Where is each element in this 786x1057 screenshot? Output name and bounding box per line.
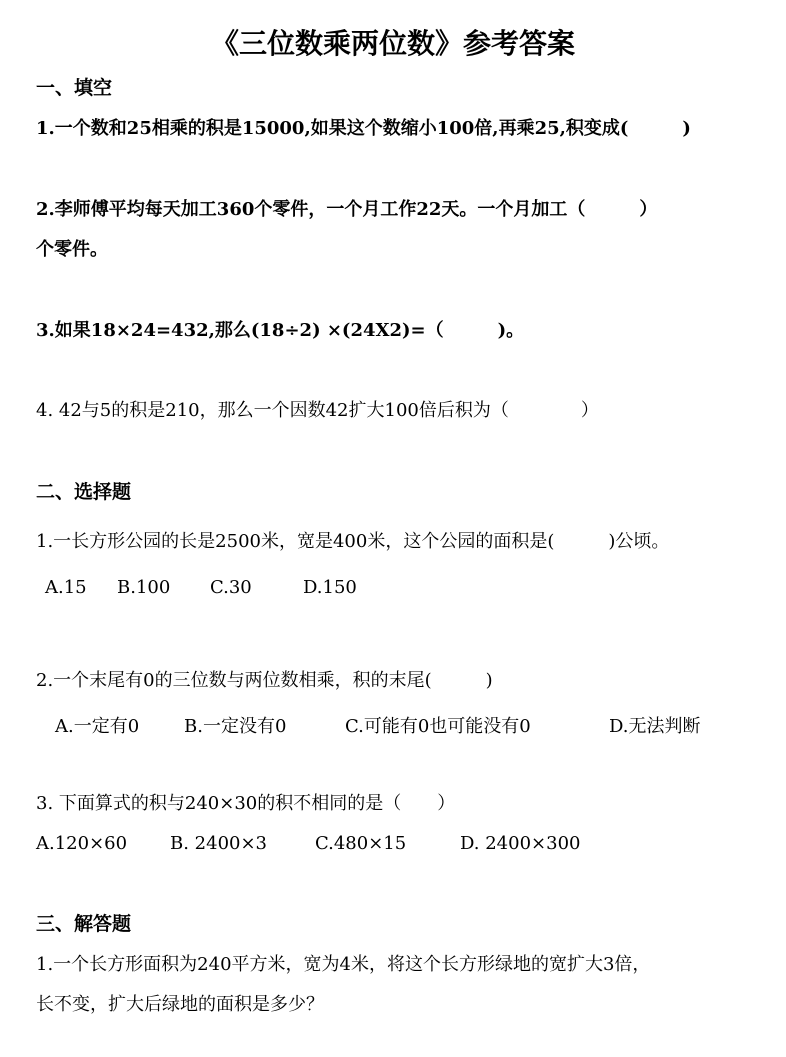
fill-question-2-line-2: 个零件。	[36, 239, 108, 260]
choice-question-1: 1.一长方形公园的长是2500米，宽是400米，这个公园的面积是( )公顷。	[36, 531, 670, 552]
section-heading-multiple-choice: 二、选择题	[36, 481, 132, 503]
choice-2-option-c: C.可能有0也可能没有0	[345, 716, 531, 737]
fill-question-1: 1.一个数和25相乘的积是15000,如果这个数缩小100倍,再乘25,积变成( )	[36, 118, 691, 139]
fill-question-3: 3.如果18×24=432,那么(18÷2) ×(24X2)=（ )。	[36, 320, 525, 341]
word-problem-1-line-1: 1.一个长方形面积为240平方米，宽为4米，将这个长方形绿地的宽扩大3倍，	[36, 954, 651, 975]
choice-2-option-a: A.一定有0	[55, 716, 140, 737]
choice-3-option-b: B. 2400×3	[170, 833, 268, 854]
choice-2-option-d: D.无法判断	[609, 716, 701, 737]
choice-3-option-c: C.480×15	[315, 833, 407, 854]
fill-question-4: 4. 42与5的积是210，那么一个因数42扩大100倍后积为（ ）	[36, 400, 599, 421]
section-heading-word-problems: 三、解答题	[36, 913, 132, 935]
choice-1-option-b: B.100	[117, 577, 171, 598]
choice-3-option-d: D. 2400×300	[460, 833, 581, 854]
section-heading-fill-in: 一、填空	[36, 77, 113, 99]
word-problem-1-line-2: 长不变，扩大后绿地的面积是多少？	[36, 994, 324, 1015]
choice-3-option-a: A.120×60	[36, 833, 128, 854]
choice-1-option-c: C.30	[210, 577, 252, 598]
choice-2-option-b: B.一定没有0	[184, 716, 287, 737]
choice-question-2: 2.一个末尾有0的三位数与两位数相乘，积的末尾( )	[36, 670, 493, 691]
fill-question-2-line-1: 2.李师傅平均每天加工360个零件，一个月工作22天。一个月加工（ ）	[36, 199, 658, 220]
choice-question-3: 3. 下面算式的积与240×30的积不相同的是（ ）	[36, 793, 456, 814]
choice-1-option-a: A.15	[45, 577, 87, 598]
page-title: 《三位数乘两位数》参考答案	[210, 27, 575, 60]
choice-1-option-d: D.150	[303, 577, 357, 598]
